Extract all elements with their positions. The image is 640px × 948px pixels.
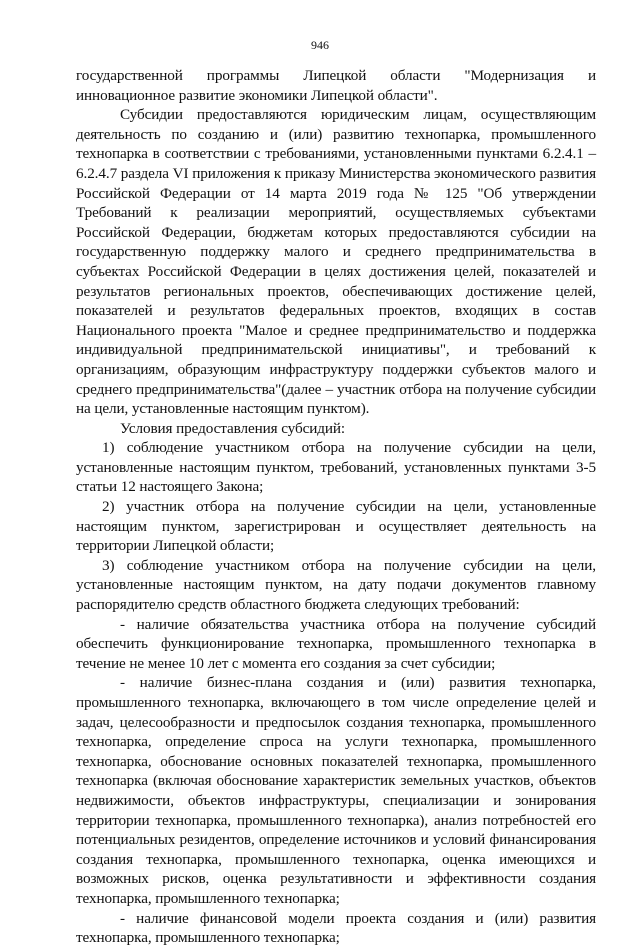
paragraph: Условия предоставления субсидий: bbox=[120, 419, 346, 437]
dash-item: - наличие бизнес-плана создания и (или) развития технопарка, промышленного технопарка, включающего в том числе определение целей и задач, целесообразности и предпосылок создания технопарка, промышленного технопарка, определение спроса на услуги технопарка, промышленного технопарка, обоснование основных показателей технопарка, промышленного технопарка (включая обоснование характеристик земельных участков, объектов недвижимости, объектов инфраструктуры, специализации и зонирования территории технопарка, промышленного технопарка), анализ потребностей его потенциальных резидентов, определение источников и условий финансирования создания технопарка, промышленного технопарка, оценка имеющихся и возможных рисков, оценка результативности и эффективности создания технопарка, промышленного технопарка; bbox=[76, 674, 596, 907]
dash-item: - наличие финансовой модели проекта создания и (или) развития технопарка, промышленного технопарка; bbox=[76, 909, 596, 947]
numbered-item: 3) соблюдение участником отбора на получение субсидии на цели, установленные настоящим пунктом, на дату подачи документов главному распорядителю средств областного бюджета следующих требований: bbox=[76, 556, 596, 614]
page-number: 946 bbox=[311, 38, 329, 52]
numbered-item: 1) соблюдение участником отбора на получение субсидии на цели, установленные настоящим пунктом, требований, установленных пунктами 3-5 статьи 12 настоящего Закона; bbox=[76, 439, 596, 496]
numbered-item: 2) участник отбора на получение субсидии на цели, установленные настоящим пунктом, зарегистрирован и осуществляет деятельность на территории Липецкой области; bbox=[76, 498, 596, 555]
paragraph-continuation: государственной программы Липецкой области "Модернизация и инновационное развитие экономики Липецкой области". bbox=[76, 67, 596, 104]
paragraph: Субсидии предоставляются юридическим лицам, осуществляющим деятельность по созданию и (или) развитию технопарка, промышленного технопарка в соответствии с требованиями, установленными пунктами 6.2.4.1 – 6.2.4.7 раздела VI приложения к приказу Министерства экономического развития Российской Федерации от 14 марта 2019 года № 125 "Об утверждении Требований к реализации мероприятий, осуществляемых субъектами Российской Федерации, бюджетам которых предоставляются субсидии на государственную поддержку малого и среднего предпринимательства в субъектах Российской Федерации в целях достижения целей, показателей и результатов региональных проектов, обеспечивающих достижение целей, показателей и результатов федеральных проектов, входящих в состав Национального проекта "Малое и среднее предпринимательство и поддержка индивидуальной предпринимательской инициативы", и требований к организациям, образующим инфраструктуру поддержки субъектов малого и среднего предпринимательства"(далее – участник отбора на получение субсидии на цели, установленные настоящим пунктом). bbox=[76, 106, 596, 418]
document-body bbox=[76, 66, 596, 948]
dash-item: - наличие обязательства участника отбора на получение субсидий обеспечить функционирование технопарка, промышленного технопарка в течение не менее 10 лет с момента его создания за счет субсидии; bbox=[76, 615, 596, 672]
